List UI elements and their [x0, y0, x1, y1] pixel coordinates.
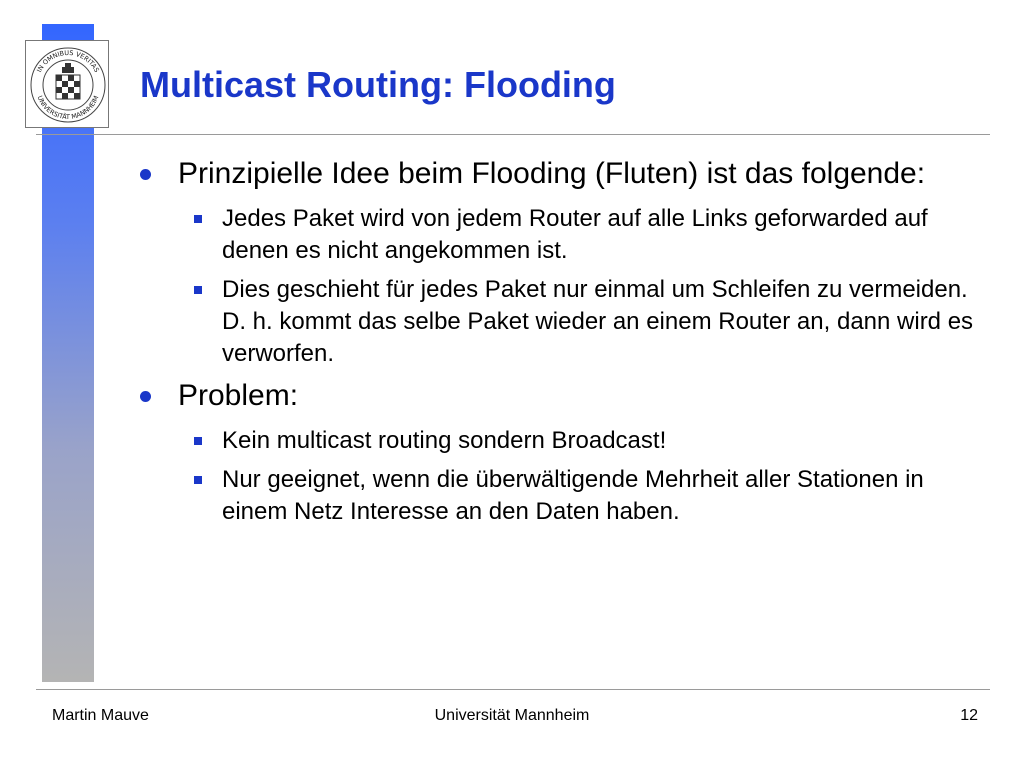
bullet-dot-icon: [140, 169, 151, 180]
bullet-1-sublist: [140, 203, 990, 370]
sub-bullet-text: Dies geschieht für jedes Paket nur einmal um Schleifen zu vermeiden. D. h. kommt das selbe Paket wieder an einem Router an, dann wird es verworfen.: [222, 276, 974, 367]
svg-text:UNIVERSITÄT MANNHEIM: [36, 94, 101, 121]
title-divider: [36, 134, 990, 135]
university-seal-icon: [26, 41, 110, 129]
sub-bullet-text: Kein multicast routing sondern Broadcast!: [222, 427, 667, 454]
bullet-dot-icon: [140, 391, 151, 402]
seal-text-top: IN OMNIBUS VERITAS: [35, 48, 101, 74]
slide-content: [140, 155, 990, 535]
footer-divider: [36, 689, 990, 690]
sub-bullet-text: Nur geeignet, wenn die überwältigende Mehrheit aller Stationen in einem Netz Interesse an den Daten haben.: [222, 466, 924, 525]
bullet-1-text: Prinzipielle Idee beim Flooding (Fluten) ist das folgende:: [178, 157, 926, 190]
slide-title: Multicast Routing: Flooding: [140, 64, 616, 105]
footer-author: Martin Mauve: [52, 707, 149, 724]
square-bullet-icon: [194, 286, 202, 294]
bullet-2-sublist: [140, 425, 990, 528]
bullet-2: [140, 377, 990, 415]
square-bullet-icon: [194, 476, 202, 484]
sub-bullet: [140, 464, 990, 528]
bullet-1: [140, 155, 990, 193]
university-logo: [25, 40, 109, 128]
footer-page-number: 12: [960, 707, 978, 724]
sub-bullet-text: Jedes Paket wird von jedem Router auf alle Links geforwarded auf denen es nicht angekommen ist.: [222, 205, 928, 264]
sub-bullet: [140, 425, 990, 457]
bullet-2-text: Problem:: [178, 379, 299, 412]
sub-bullet: [140, 274, 990, 370]
square-bullet-icon: [194, 215, 202, 223]
footer-institution: Universität Mannheim: [434, 707, 590, 724]
seal-text-bottom: UNIVERSITÄT MANNHEIM: [35, 94, 101, 122]
square-bullet-icon: [194, 437, 202, 445]
sub-bullet: [140, 203, 990, 267]
